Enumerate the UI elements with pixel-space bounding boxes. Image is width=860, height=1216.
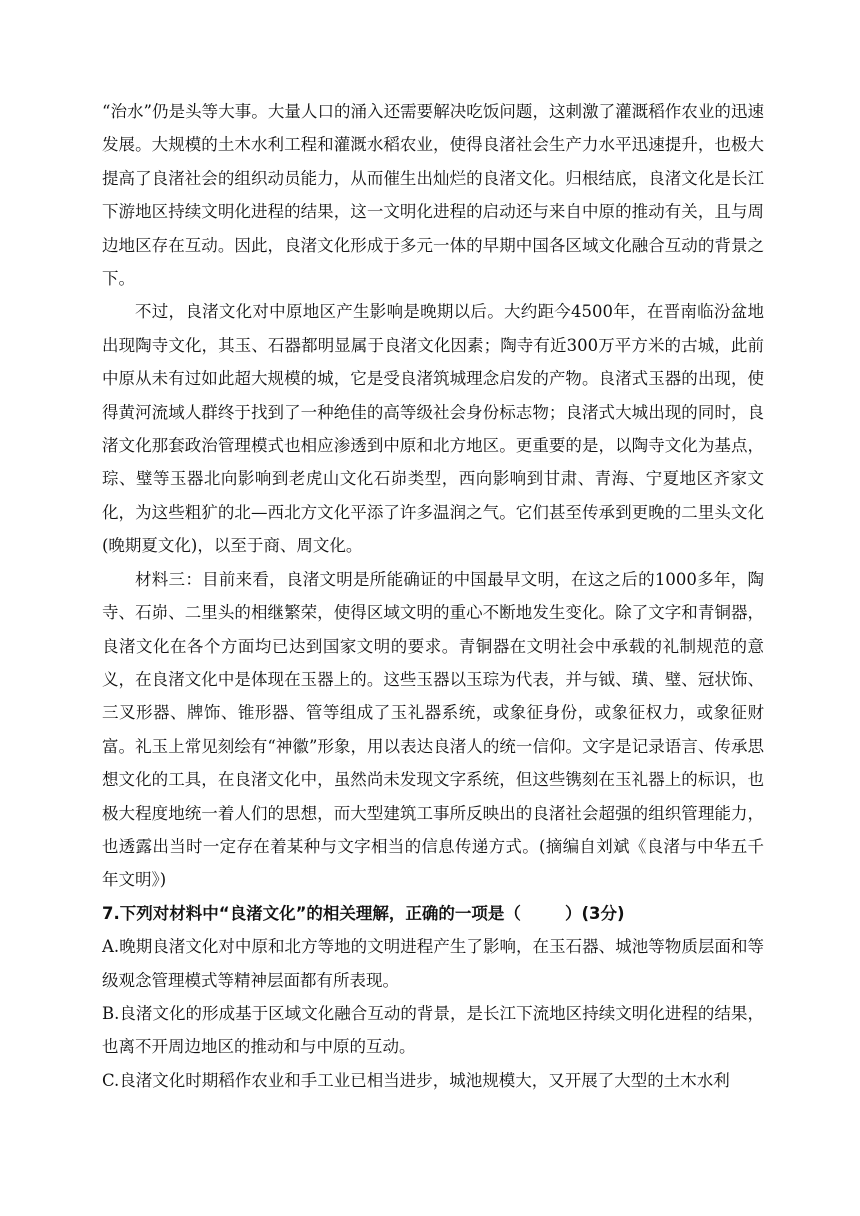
option-a[interactable]: A.晚期良渚文化对中原和北方等地的文明进程产生了影响，在玉石器、城池等物质层面和等级观念管理模式等精神层面都有所表现。 xyxy=(102,937,764,990)
question-stem: 7.下列对材料中“良渚文化”的相关理解，正确的一项是（ xyxy=(102,903,521,923)
paragraph-material-three: 材料三：目前来看，良渚文明是所能确证的中国最早文明，在这之后的1000多年，陶寺、石峁、二里头的相继繁荣，使得区域文明的重心不断地发生变化。除了文字和青铜器，良渚文化在各个方面均已达到国家文明的要求。青铜器在文明社会中承载的礼制规范的意义，在良渚文化中是体现在玉器上的。这些玉器以玉琮为代表，并与钺、璜、璧、冠状饰、三叉形器、牌饰、锥形器、管等组成了玉礼器系统，或象征身份，或象征权力，或象征财富。礼玉上常见刻绘有“神徽”形象，用以表达良渚人的统一信仰。文字是记录语言、传承思想文化的工具，在良渚文化中，虽然尚未发现文字系统，但这些镌刻在玉礼器上的标识，也极大程度地统一着人们的思想，而大型建筑工事所反映出的良渚社会超强的组织管理能力，也透露出当时一定存在着某种与文字相当的信息传递方式。(摘编自刘斌《良渚与中华五千年文明》) xyxy=(102,569,764,890)
question-stem-end: ）(3分) xyxy=(564,903,625,923)
option-c[interactable]: C.良渚文化时期稻作农业和手工业已相当进步，城池规模大，又开展了大型的土木水利 xyxy=(102,1070,730,1090)
document-page xyxy=(102,95,764,1097)
paragraph-continued: “治水”仍是头等大事。大量人口的涌入还需要解决吃饭问题，这刺激了灌溉稻作农业的迅速发展。大规模的土木水利工程和灌溉水稻农业，使得良渚社会生产力水平迅速提升，也极大提高了良渚社会的组织动员能力，从而催生出灿烂的良渚文化。归根结底，良渚文化是长江下游地区持续文明化进程的结果，这一文明化进程的启动还与来自中原的推动有关，且与周边地区存在互动。因此，良渚文化形成于多元一体的早期中国各区域文化融合互动的背景之下。 xyxy=(102,102,764,289)
paragraph-late-liangzhu: 不过，良渚文化对中原地区产生影响是晚期以后。大约距今4500年，在晋南临汾盆地出现陶寺文化，其玉、石器都明显属于良渚文化因素；陶寺有近300万平方米的古城，此前中原从未有过如此超大规模的城，它是受良渚筑城理念启发的产物。良渚式玉器的出现，使得黄河流域人群终于找到了一种绝佳的高等级社会身份标志物；良渚式大城出现的同时，良渚文化那套政治管理模式也相应渗透到中原和北方地区。更重要的是，以陶寺文化为基点，琮、璧等玉器北向影响到老虎山文化石峁类型，西向影响到甘肃、青海、宁夏地区齐家文化，为这些粗犷的北—西北方文化平添了许多温润之气。它们甚至传承到更晚的二里头文化(晚期夏文化)，以至于商、周文化。 xyxy=(102,302,764,556)
question-7-stem xyxy=(102,897,764,930)
option-b[interactable]: B.良渚文化的形成基于区域文化融合互动的背景，是长江下流地区持续文明化进程的结果，也离不开周边地区的推动和与中原的互动。 xyxy=(102,1003,764,1057)
